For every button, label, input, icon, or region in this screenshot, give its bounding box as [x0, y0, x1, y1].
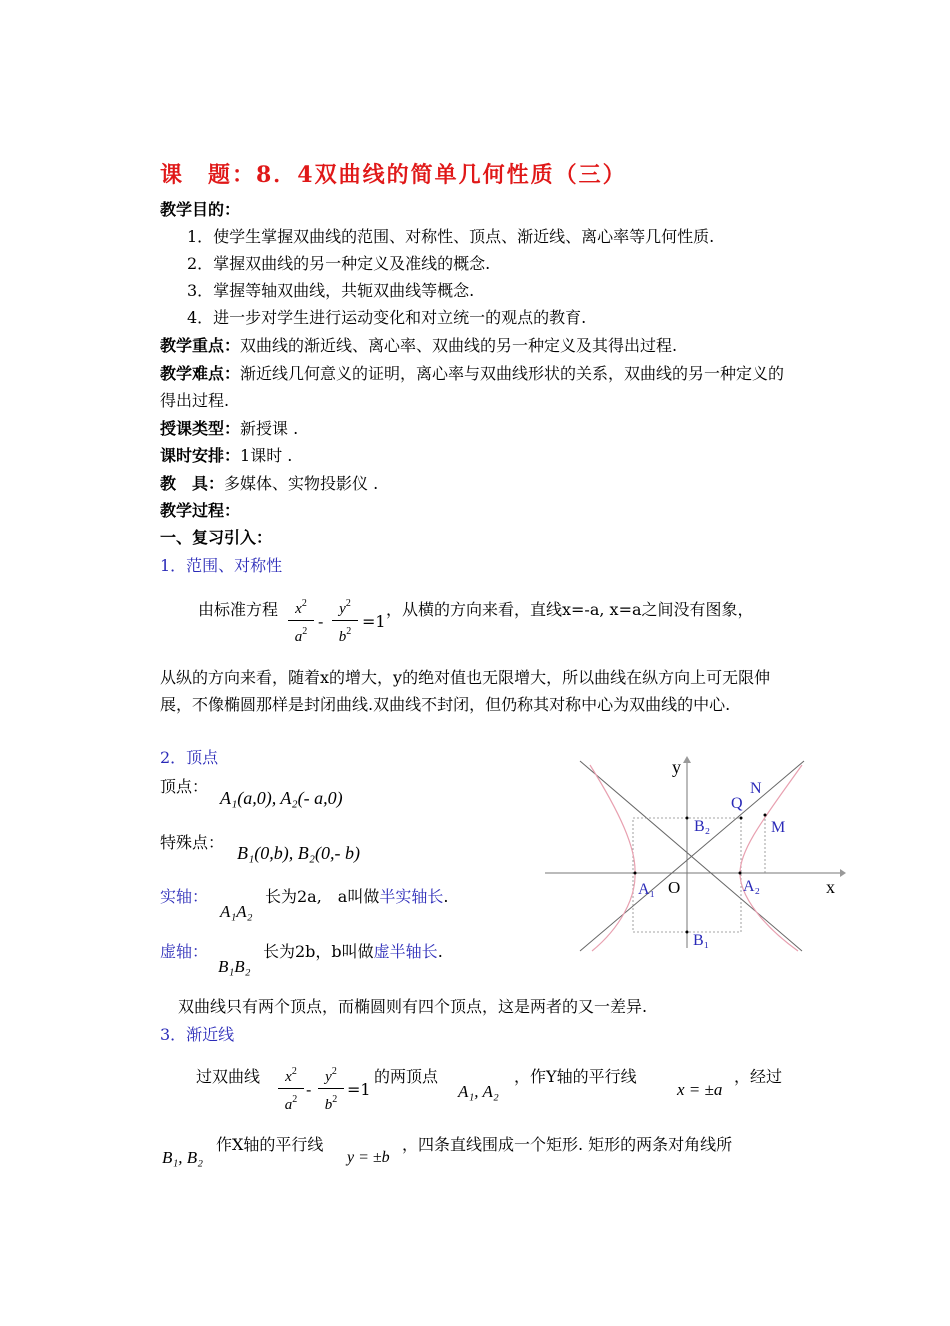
objective-item: 2．掌握双曲线的另一种定义及准线的概念. [187, 254, 491, 273]
label-n: N [750, 780, 762, 797]
tools-label: 教 具： [160, 474, 225, 493]
fraction-y2-b2: $y^2$ $b^2$ [332, 595, 358, 646]
real-axis-label: 实轴： [160, 887, 209, 906]
sub1-heading: 1．范围、对称性 [160, 556, 283, 575]
label-b1: B₁ [693, 932, 710, 949]
sub3-vertices: A₁, A₂ [458, 1082, 499, 1101]
objective-item: 3．掌握等轴双曲线，共轭双曲线等概念. [187, 281, 475, 300]
label-a1: A₁ [638, 881, 656, 898]
objective-item: 1．使学生掌握双曲线的范围、对称性、顶点、渐近线、离心率等几何性质. [187, 227, 715, 246]
sub2-heading: 2．顶点 [160, 748, 219, 767]
section1-heading: 一、复习引入： [160, 528, 273, 547]
imag-axis-desc: 长为2b，b叫做虚半轴长. [263, 942, 443, 961]
difficulties [160, 360, 800, 414]
tools-text: 多媒体、实物投影仪 . [224, 474, 379, 493]
minus-sign-b: - [306, 1080, 312, 1099]
equals-one: =1 [362, 612, 386, 631]
hyperbola-figure [540, 753, 850, 953]
sub3-lead: 过双曲线 [196, 1067, 261, 1086]
sub1-lead: 由标准方程 [198, 600, 279, 619]
sub1-paragraph: 从纵的方向来看，随着x的增大，y的绝对值也无限增大，所以曲线在纵方向上可无限伸展，不像椭圆那样是封闭曲线.双曲线不封闭，但仍称其对称中心为双曲线的中心. [160, 668, 771, 714]
vertex-formula: A₁(a,0), A₂(- a,0) [220, 788, 343, 808]
difficulties-text: 渐近线几何意义的证明，离心率与双曲线形状的关系，双曲线的另一种定义的得出过程. [160, 364, 785, 410]
hours-label: 课时安排： [160, 446, 241, 465]
key-points [160, 336, 677, 356]
point-a2 [739, 872, 742, 875]
key-points-label: 教学重点： [160, 336, 241, 355]
label-y: y [672, 757, 681, 777]
page-title: 课 题：8．4双曲线的简单几何性质（三） [160, 162, 627, 188]
label-b2: B₂ [694, 818, 711, 835]
label-o: O [668, 878, 681, 897]
vertex-note: 双曲线只有两个顶点，而椭圆则有四个顶点，这是两者的又一差异. [178, 997, 648, 1016]
hours-text: 1课时 . [240, 446, 293, 465]
fraction-x2-a2-b: $x^2$ $a^2$ [278, 1063, 304, 1114]
point-m [764, 814, 767, 817]
label-m: M [771, 819, 786, 836]
imag-axis-segment: B₁B₂ [218, 957, 251, 976]
real-axis-segment: A₁A₂ [220, 902, 253, 921]
semi-imag-axis-term: 虚半轴长 [373, 942, 438, 961]
sub1-after-eq: ，从横的方向来看，直线x=-a, x=a之间没有图象， [386, 600, 754, 619]
objective-item: 4．进一步对学生进行运动变化和对立统一的观点的教育. [187, 308, 587, 327]
label-a2: A₂ [743, 878, 761, 895]
difficulties-label: 教学难点： [160, 364, 241, 383]
special-formula: B₁(0,b), B₂(0,- b) [237, 843, 360, 863]
sub3-xpar: 作X轴的平行线 [216, 1135, 324, 1154]
point-b2 [686, 817, 689, 820]
sub3-heading: 3．渐近线 [160, 1025, 235, 1044]
tools [160, 474, 378, 494]
minus-sign: - [318, 612, 324, 631]
sub3-after2: ，经过 [734, 1067, 783, 1086]
imag-axis-label: 虚轴： [160, 942, 209, 961]
special-label: 特殊点： [160, 833, 225, 852]
sub3-end: ，四条直线围成一个矩形. 矩形的两条对角线所 [402, 1135, 733, 1154]
point-q [740, 817, 743, 820]
vertex-label: 顶点： [160, 777, 209, 796]
equals-one-b: =1 [347, 1080, 371, 1099]
sub3-bpoints: B₁, B₂ [162, 1148, 204, 1167]
lesson-type-text: 新授课 . [240, 419, 299, 438]
sub3-after: ，作Y轴的平行线 [514, 1067, 637, 1086]
point-b1 [686, 931, 689, 934]
lesson-type-label: 授课类型： [160, 419, 241, 438]
objectives-heading: 教学目的： [160, 200, 241, 219]
horizontal-lines-eq: y = ±b [347, 1149, 390, 1166]
vertical-lines-eq: x = ±a [677, 1080, 723, 1099]
hours [160, 446, 292, 466]
semi-real-axis-term: 半实轴长 [379, 887, 444, 906]
fraction-y2-b2-b: $y^2$ $b^2$ [318, 1063, 344, 1114]
fraction-x2-a2: $x^2$ $a^2$ [288, 595, 314, 646]
point-a1 [634, 872, 637, 875]
label-x: x [826, 877, 835, 897]
process-heading: 教学过程： [160, 501, 241, 520]
y-axis-arrow [683, 756, 691, 763]
key-points-text: 双曲线的渐近线、离心率、双曲线的另一种定义及其得出过程. [240, 336, 678, 355]
sub3-mid: 的两顶点 [374, 1067, 439, 1086]
x-axis-arrow [840, 869, 846, 877]
label-q: Q [731, 795, 743, 812]
lesson-type [160, 419, 298, 439]
real-axis-desc: 长为2a, a叫做半实轴长. [265, 887, 449, 906]
